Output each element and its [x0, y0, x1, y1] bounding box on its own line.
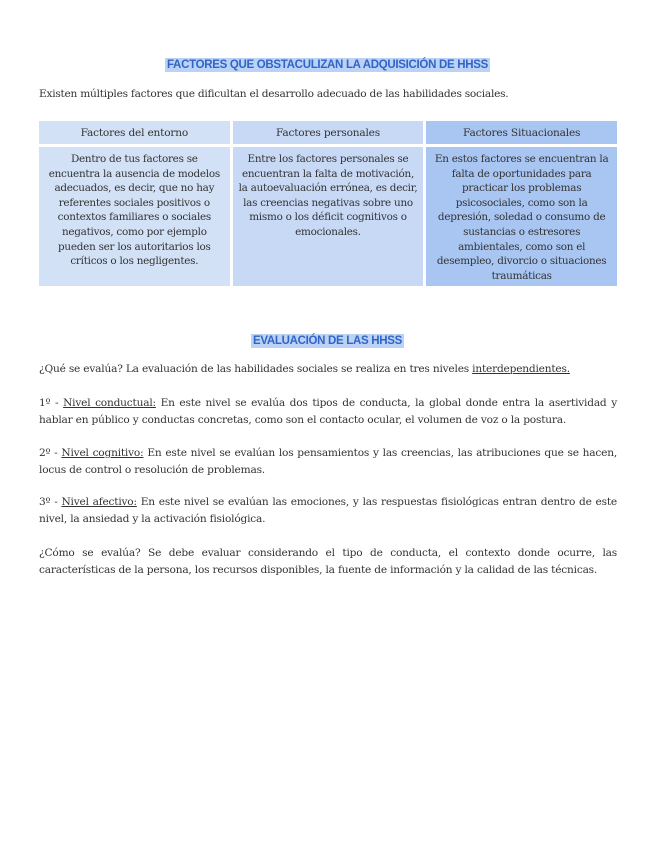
level-number: 2º - [39, 447, 62, 459]
question-how-paragraph: ¿Cómo se evalúa? Se debe evaluar considerando el tipo de conducta, el contexto donde ocurre, las características de la persona, los recursos disponibles, la fuente de información y la calidad de las técnicas. [39, 547, 617, 576]
level-number: 1º - [39, 397, 64, 409]
heading-evaluation-wrap [0, 329, 655, 348]
header-factores-entorno: Factores del entorno [39, 121, 230, 144]
factors-table [36, 118, 620, 289]
question-what-paragraph [39, 361, 617, 378]
cell-factores-situacionales: En estos factores se encuentran la falta de oportunidades para practicar los problemas psicosociales, como son la depresión, soledad o consumo de sustancias o estresores ambientales, como son el desempleo, divorcio o situaciones traumáticas [426, 147, 617, 286]
heading-factors: FACTORES QUE OBSTACULIZAN LA ADQUISICIÓN DE HHSS [166, 59, 489, 71]
factors-table-header-row [39, 121, 617, 144]
level-conductual-paragraph [39, 395, 617, 429]
intro-paragraph: Existen múltiples factores que dificultan el desarrollo adecuado de las habilidades sociales. [39, 88, 509, 100]
cell-factores-personales: Entre los factores personales se encuentran la falta de motivación, la autoevaluación errónea, es decir, las creencias negativas sobre uno mismo o los déficit cognitivos o emocionales. [233, 147, 424, 286]
level-name: Nivel conductual: [63, 397, 156, 409]
heading-evaluation: EVALUACIÓN DE LAS HHSS [252, 335, 403, 347]
level-text: En este nivel se evalúan los pensamientos y las creencias, las atribuciones que se hacen, locus de control o resolución de problemas. [39, 447, 617, 476]
factors-table-body-row [39, 147, 617, 286]
header-factores-situacionales: Factores Situacionales [426, 121, 617, 144]
level-text: En este nivel se evalúa dos tipos de conducta, la global donde entra la asertividad y hablar en público y conductas concretas, como son el contacto ocular, el volumen de voz o la postura. [39, 397, 617, 426]
level-name: Nivel cognitivo: [61, 447, 144, 459]
level-name: Nivel afectivo: [61, 496, 137, 508]
header-factores-personales: Factores personales [233, 121, 424, 144]
level-cognitivo-paragraph [39, 445, 617, 479]
level-number: 3º - [39, 496, 62, 508]
heading-factors-wrap [0, 53, 655, 72]
level-text: En este nivel se evalúan las emociones, y las respuestas fisiológicas entran dentro de este nivel, la ansiedad y la activación fisiológica. [39, 496, 617, 525]
question-what-underlined: interdependientes. [472, 363, 570, 375]
cell-factores-entorno: Dentro de tus factores se encuentra la ausencia de modelos adecuados, es decir, que no hay referentes sociales positivos o contextos familiares o sociales negativos, como por ejemplo pueden ser los autoritarios los críticos o los negligentes. [39, 147, 230, 286]
level-afectivo-paragraph [39, 494, 617, 528]
question-what-text: ¿Qué se evalúa? La evaluación de las habilidades sociales se realiza en tres niveles [39, 363, 473, 375]
